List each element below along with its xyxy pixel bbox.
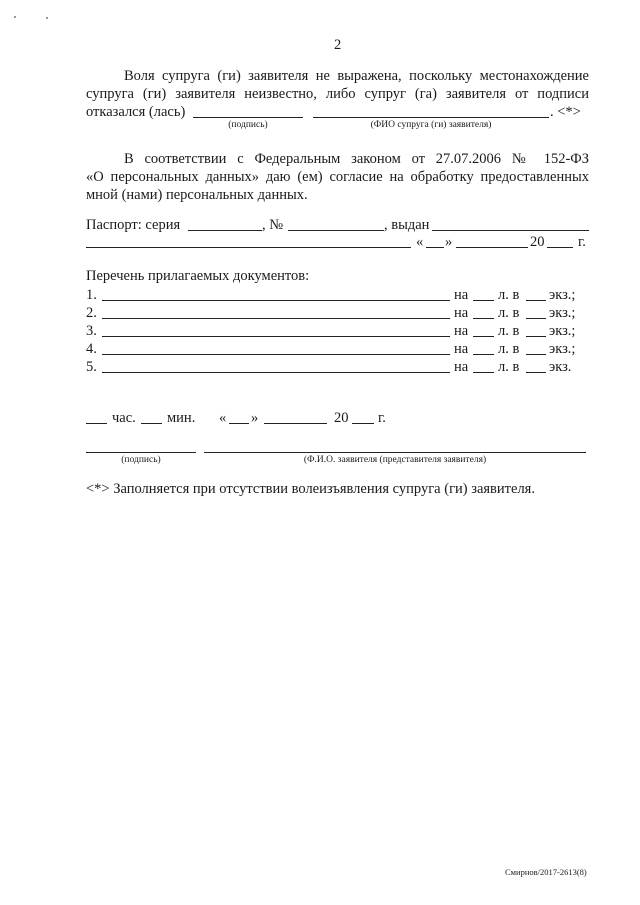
passport-year-prefix: 20 — [530, 234, 545, 250]
document-copies-field[interactable] — [526, 354, 546, 355]
document-name-field[interactable] — [102, 300, 450, 301]
spouse-refused-label: отказался (лась) — [86, 104, 186, 120]
page-number: 2 — [334, 37, 342, 53]
document-na-label: на — [454, 323, 469, 339]
document-sheets-field[interactable] — [473, 336, 494, 337]
document-code: Смирнов/2017-2613(8) — [505, 867, 587, 877]
spouse-text-line-2: супруга (ги) заявителя неизвестно, либо супруг (га) заявителя от подписи — [86, 86, 589, 102]
document-sheets-label: л. в — [498, 341, 520, 357]
document-copies-field[interactable] — [526, 336, 546, 337]
spouse-text-line-1: Воля супруга (ги) заявителя не выражена, поскольку местонахождение — [124, 68, 589, 84]
document-item-number: 4. — [86, 341, 97, 357]
passport-number-field[interactable] — [288, 230, 384, 231]
date-open-quote: « — [219, 410, 227, 426]
document-sheets-field[interactable] — [473, 354, 494, 355]
spouse-signature-caption: (подпись) — [228, 120, 268, 130]
document-name-field[interactable] — [102, 336, 450, 337]
applicant-name-caption: (Ф.И.О. заявителя (представителя заявителя) — [303, 455, 487, 465]
document-copies-label: экз. — [549, 359, 572, 375]
applicant-signature-field[interactable] — [86, 452, 196, 453]
passport-date-open-quote: « — [416, 234, 424, 250]
passport-year-suffix: г. — [578, 234, 586, 250]
passport-day-field[interactable] — [426, 247, 444, 248]
minute-label: мин. — [167, 410, 196, 426]
passport-issued-field[interactable] — [432, 230, 589, 231]
document-item — [86, 358, 596, 376]
passport-series-label: Паспорт: серия — [86, 217, 181, 233]
passport-date-close-quote: » — [445, 234, 453, 250]
document-item-number: 1. — [86, 287, 97, 303]
document-copies-field[interactable] — [526, 318, 546, 319]
passport-number-label: , № — [262, 217, 284, 233]
consent-text-line-3: мной (нами) персональных данных. — [86, 187, 308, 203]
footnote: <*> Заполняется при отсутствии волеизъявления супруга (ги) заявителя. — [86, 481, 535, 497]
document-na-label: на — [454, 305, 469, 321]
spouse-asterisk-mark: . <*> — [550, 104, 581, 120]
passport-issuer-field[interactable] — [86, 247, 411, 248]
year-field[interactable] — [352, 423, 374, 424]
document-sheets-label: л. в — [498, 305, 520, 321]
document-name-field[interactable] — [102, 372, 450, 373]
passport-issued-label: , выдан — [384, 217, 430, 233]
document-sheets-label: л. в — [498, 359, 520, 375]
documents-heading: Перечень прилагаемых документов: — [86, 268, 310, 284]
document-item — [86, 304, 596, 322]
applicant-name-field[interactable] — [204, 452, 586, 453]
document-sheets-field[interactable] — [473, 372, 494, 373]
passport-year-field[interactable] — [547, 247, 573, 248]
document-na-label: на — [454, 359, 469, 375]
document-sheets-field[interactable] — [473, 318, 494, 319]
document-sheets-label: л. в — [498, 323, 520, 339]
document-na-label: на — [454, 341, 469, 357]
document-name-field[interactable] — [102, 354, 450, 355]
documents-list — [86, 286, 596, 376]
document-item-number: 3. — [86, 323, 97, 339]
passport-month-field[interactable] — [456, 247, 528, 248]
passport-series-field[interactable] — [188, 230, 262, 231]
year-prefix: 20 — [334, 410, 349, 426]
spouse-signature-field[interactable] — [193, 117, 303, 118]
scan-speck — [14, 16, 16, 18]
document-item — [86, 340, 596, 358]
minute-field[interactable] — [141, 423, 162, 424]
document-na-label: на — [454, 287, 469, 303]
document-copies-label: экз.; — [549, 287, 576, 303]
document-name-field[interactable] — [102, 318, 450, 319]
consent-text-line-2: «О персональных данных» даю (ем) согласие на обработку предоставленных — [86, 169, 589, 185]
document-copies-label: экз.; — [549, 341, 576, 357]
consent-text-line-1: В соответствии с Федеральным законом от 27.07.2006 № 152-ФЗ — [124, 151, 589, 167]
applicant-signature-caption: (подпись) — [121, 455, 161, 465]
document-item — [86, 286, 596, 304]
document-item-number: 2. — [86, 305, 97, 321]
document-copies-field[interactable] — [526, 372, 546, 373]
document-copies-label: экз.; — [549, 323, 576, 339]
spouse-name-caption: (ФИО супруга (ги) заявителя) — [370, 120, 492, 130]
date-close-quote: » — [251, 410, 259, 426]
year-suffix: г. — [378, 410, 386, 426]
month-field[interactable] — [264, 423, 327, 424]
document-copies-label: экз.; — [549, 305, 576, 321]
hour-label: час. — [112, 410, 136, 426]
document-sheets-field[interactable] — [473, 300, 494, 301]
document-item — [86, 322, 596, 340]
hour-field[interactable] — [86, 423, 107, 424]
document-item-number: 5. — [86, 359, 97, 375]
document-sheets-label: л. в — [498, 287, 520, 303]
scan-speck — [46, 17, 48, 19]
day-field[interactable] — [229, 423, 249, 424]
spouse-name-field[interactable] — [313, 117, 549, 118]
document-copies-field[interactable] — [526, 300, 546, 301]
